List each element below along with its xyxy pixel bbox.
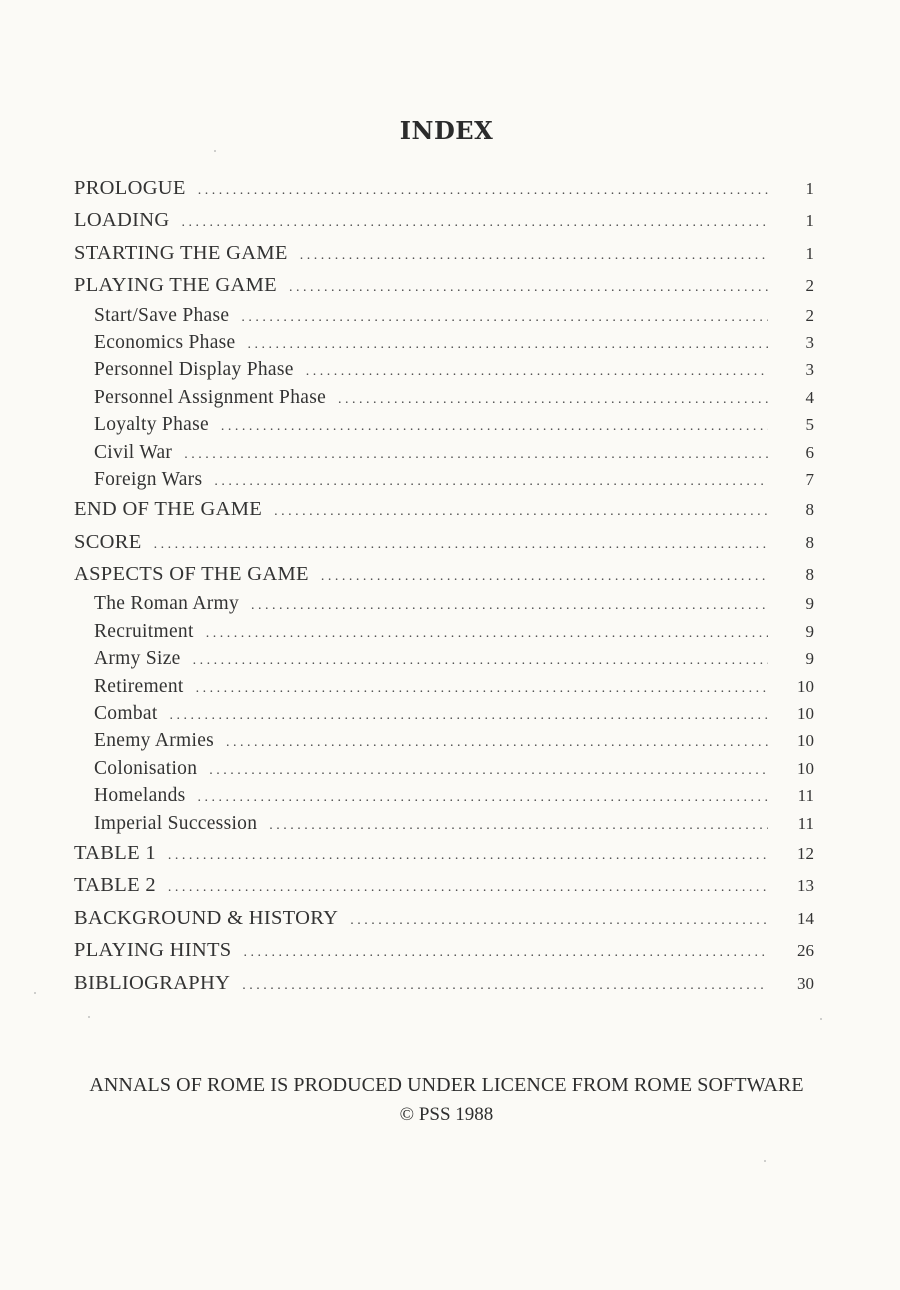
entry-page-number: 6 (805, 442, 814, 462)
index-entry (74, 269, 814, 301)
dot-leader (170, 702, 768, 729)
index-subentry (74, 329, 814, 356)
entry-page-number: 10 (797, 704, 814, 724)
entry-label: Recruitment (94, 620, 194, 642)
entry-label: TABLE 1 (74, 841, 156, 864)
paper-speck (214, 150, 216, 152)
dot-leader (198, 175, 768, 207)
dot-leader (193, 647, 768, 674)
index-subentry (74, 356, 814, 383)
entry-page-number: 9 (805, 621, 814, 641)
entry-label: PLAYING HINTS (74, 939, 232, 962)
index-entry (74, 237, 814, 269)
entry-page-number: 8 (805, 500, 814, 520)
index-subentry (74, 466, 814, 493)
entry-label: Civil War (94, 441, 173, 463)
dot-leader (350, 905, 768, 937)
index-subentry (74, 673, 814, 700)
index-subentry (74, 727, 814, 754)
entry-label: BACKGROUND & HISTORY (74, 906, 339, 929)
entry-page-number: 11 (797, 786, 814, 806)
entry-label: Imperial Succession (94, 812, 258, 834)
dot-leader (338, 386, 768, 413)
entry-page-number: 10 (797, 676, 814, 696)
entry-page-number: 1 (805, 179, 814, 198)
index-entry (74, 934, 814, 966)
dot-leader (306, 358, 768, 385)
dot-leader (321, 561, 768, 593)
dot-leader (241, 304, 768, 331)
entry-label: LOADING (74, 209, 170, 232)
index-list (74, 172, 814, 999)
dot-leader (221, 413, 768, 440)
index-subentry (74, 411, 814, 438)
entry-page-number: 7 (805, 469, 814, 489)
entry-page-number: 8 (805, 565, 814, 585)
dot-leader (242, 970, 768, 1002)
entry-label: STARTING THE GAME (74, 241, 288, 264)
entry-label: Colonisation (94, 757, 198, 779)
page-title: INDEX (399, 116, 494, 145)
entry-label: The Roman Army (94, 593, 240, 615)
paper-speck (34, 992, 36, 994)
entry-label: ASPECTS OF THE GAME (74, 563, 309, 586)
entry-label: Start/Save Phase (94, 304, 230, 326)
index-subentry (74, 782, 814, 809)
entry-label: END OF THE GAME (74, 498, 263, 521)
dot-leader (300, 240, 768, 272)
dot-leader (168, 872, 768, 904)
entry-page-number: 2 (805, 276, 814, 296)
dot-leader (209, 757, 768, 784)
entry-page-number: 26 (797, 941, 814, 961)
entry-page-number: 3 (805, 332, 814, 352)
paper-speck (88, 1016, 90, 1018)
entry-page-number: 8 (805, 532, 814, 552)
dot-leader (168, 840, 768, 872)
index-subentry (74, 439, 814, 466)
entry-page-number: 1 (805, 211, 814, 231)
dot-leader (248, 331, 768, 358)
entry-page-number: 3 (805, 360, 814, 380)
entry-page-number: 12 (797, 843, 814, 863)
index-subentry (74, 645, 814, 672)
entry-label: BIBLIOGRAPHY (74, 971, 231, 994)
entry-label: Loyalty Phase (94, 414, 209, 436)
dot-leader (184, 441, 768, 468)
entry-page-number: 2 (805, 305, 814, 325)
dot-leader (269, 812, 768, 839)
dot-leader (206, 620, 768, 647)
entry-page-number: 14 (797, 908, 814, 928)
entry-page-number: 30 (797, 973, 814, 993)
index-entry (74, 967, 814, 999)
entry-label: Personnel Assignment Phase (94, 386, 327, 408)
dot-leader (289, 272, 768, 304)
dot-leader (181, 207, 768, 239)
entry-page-number: 4 (805, 387, 814, 407)
entry-page-number: 13 (797, 876, 814, 896)
index-subentry (74, 810, 814, 837)
entry-page-number: 5 (805, 415, 814, 435)
dot-leader (274, 496, 768, 528)
entry-label: Foreign Wars (94, 468, 203, 490)
entry-page-number: 10 (797, 731, 814, 751)
entry-label: PLAYING THE GAME (74, 274, 277, 297)
index-subentry (74, 700, 814, 727)
copyright-notice: © PSS 1988 (399, 1104, 494, 1125)
entry-page-number: 9 (805, 594, 814, 614)
index-entry (74, 902, 814, 934)
dot-leader (226, 729, 768, 756)
entry-label: Retirement (94, 675, 184, 697)
entry-page-number: 11 (797, 813, 814, 833)
entry-label: Combat (94, 703, 158, 725)
licence-notice: ANNALS OF ROME IS PRODUCED UNDER LICENCE FROM ROME SOFTWARE (89, 1074, 804, 1096)
dot-leader (243, 937, 768, 969)
index-subentry (74, 384, 814, 411)
index-entry (74, 172, 814, 204)
dot-leader (251, 592, 768, 619)
paper-speck (764, 1160, 766, 1162)
dot-leader (154, 529, 768, 561)
entry-label: Economics Phase (94, 331, 236, 353)
index-subentry (74, 302, 814, 329)
entry-label: Homelands (94, 785, 186, 807)
entry-page-number: 10 (797, 758, 814, 778)
index-entry (74, 493, 814, 525)
index-entry (74, 526, 814, 558)
index-subentry (74, 755, 814, 782)
entry-label: SCORE (74, 530, 142, 553)
entry-label: Personnel Display Phase (94, 359, 294, 381)
entry-page-number: 1 (805, 243, 814, 263)
entry-label: TABLE 2 (74, 874, 156, 897)
entry-label: Army Size (94, 648, 181, 670)
entry-label: Enemy Armies (94, 730, 215, 752)
index-entry (74, 558, 814, 590)
index-entry (74, 837, 814, 869)
entry-label: PROLOGUE (74, 177, 186, 199)
index-subentry (74, 590, 814, 617)
dot-leader (198, 784, 768, 811)
paper-speck (820, 1018, 822, 1020)
dot-leader (214, 468, 768, 495)
dot-leader (196, 675, 768, 702)
index-entry (74, 869, 814, 901)
index-subentry (74, 618, 814, 645)
entry-page-number: 9 (805, 649, 814, 669)
index-entry (74, 204, 814, 236)
